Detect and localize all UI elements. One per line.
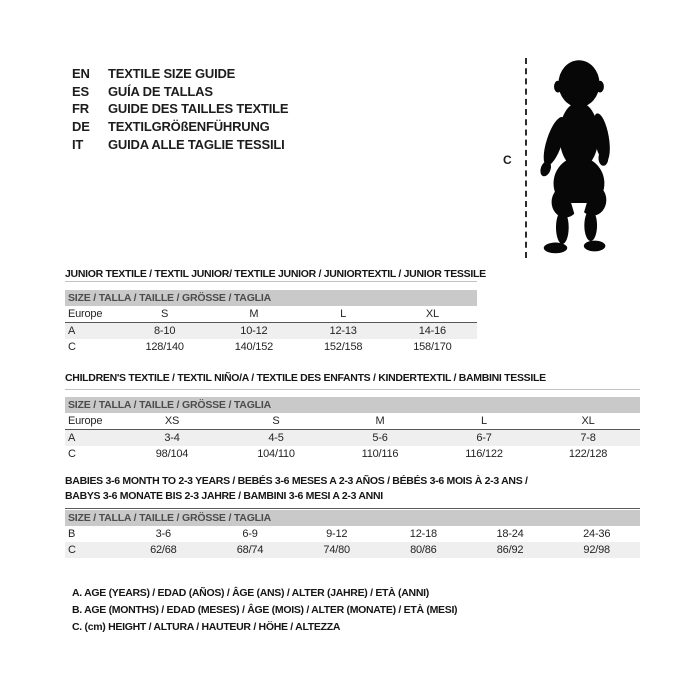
junior-size-table	[65, 281, 477, 355]
language-code: FR	[72, 101, 89, 117]
value-cell: 104/110	[257, 448, 295, 460]
language-code: DE	[72, 119, 90, 135]
table-row-sizes	[65, 413, 640, 430]
value-cell: 6-9	[242, 528, 258, 540]
value-cell: 6-7	[476, 432, 492, 444]
language-code: ES	[72, 83, 89, 99]
size-cell: M	[375, 415, 385, 427]
size-cell: L	[340, 308, 347, 320]
language-row-es	[72, 83, 288, 101]
language-list	[72, 65, 288, 153]
note-c: C. (cm) HEIGHT / ALTURA / HAUTEUR / HÖHE / ALTEZZA	[72, 621, 341, 633]
table-row-age	[65, 323, 477, 339]
language-label: TEXTILE SIZE GUIDE	[108, 66, 236, 81]
language-row-fr	[72, 100, 288, 118]
row-label: Europe	[68, 308, 103, 320]
note-a: A. AGE (YEARS) / EDAD (AÑOS) / ÂGE (ANS) / ALTER (JAHRE) / ETÀ (ANNI)	[72, 587, 429, 599]
value-cell: 3-6	[155, 528, 171, 540]
value-cell: 5-6	[372, 432, 388, 444]
value-cell: 3-4	[164, 432, 180, 444]
size-cell: XL	[581, 415, 595, 427]
value-cell: 62/68	[150, 544, 177, 556]
value-cell: 122/128	[568, 448, 608, 460]
junior-section-title: JUNIOR TEXTILE / TEXTIL JUNIOR/ TEXTILE JUNIOR / JUNIORTEXTIL / JUNIOR TESSILE	[65, 268, 486, 280]
children-section-title: CHILDREN'S TEXTILE / TEXTIL NIÑO/A / TEXTILE DES ENFANTS / KINDERTEXTIL / BAMBINI TESSILE	[65, 372, 546, 384]
value-cell: 24-36	[583, 528, 611, 540]
value-cell: 140/152	[234, 341, 274, 353]
language-code: IT	[72, 136, 84, 152]
value-cell: 8-10	[154, 325, 176, 337]
babies-section-title	[65, 474, 528, 504]
language-row-de	[72, 118, 288, 136]
row-label: B	[68, 528, 76, 540]
value-cell: 128/140	[145, 341, 184, 353]
table-row-height	[65, 339, 477, 355]
size-cell: L	[481, 415, 487, 427]
value-cell: 4-5	[268, 432, 284, 444]
size-header-bar: SIZE / TALLA / TAILLE / GRÖSSE / TAGLIA	[65, 510, 640, 526]
children-size-table	[65, 389, 640, 462]
table-row-sizes	[65, 306, 477, 323]
value-cell: 18-24	[496, 528, 524, 540]
value-cell: 14-16	[418, 325, 446, 337]
size-header-bar: SIZE / TALLA / TAILLE / GRÖSSE / TAGLIA	[65, 290, 477, 306]
size-cell: M	[249, 308, 259, 320]
value-cell: 9-12	[326, 528, 348, 540]
value-cell: 68/74	[236, 544, 264, 556]
row-label: A	[68, 432, 76, 444]
row-label: C	[68, 448, 76, 460]
value-cell: 12-13	[329, 325, 357, 337]
value-cell: 110/116	[361, 448, 399, 460]
language-label: GUIDE DES TAILLES TEXTILE	[108, 101, 289, 117]
value-cell: 86/92	[496, 544, 524, 556]
legend-notes	[72, 585, 457, 636]
language-label: TEXTILGRÖßENFÜHRUNG	[108, 119, 270, 135]
row-label: C	[68, 341, 76, 353]
row-label: C	[68, 544, 76, 556]
value-cell: 10-12	[240, 325, 268, 337]
value-cell: 116/122	[465, 448, 503, 460]
size-cell: XS	[164, 415, 180, 427]
value-cell: 98/104	[155, 448, 189, 460]
value-cell: 158/170	[413, 341, 452, 353]
babies-size-table	[65, 508, 640, 558]
note-b: B. AGE (MONTHS) / EDAD (MESES) / ÂGE (MOIS) / ALTER (MONATE) / ETÀ (MESI)	[72, 604, 458, 616]
row-label: Europe	[68, 415, 103, 427]
table-row-age-months	[65, 526, 640, 542]
value-cell: 74/80	[323, 544, 350, 556]
babies-title-line1: BABIES 3-6 MONTH TO 2-3 YEARS / BEBÉS 3-6 MESES A 2-3 AÑOS / BÉBÉS 3-6 MOIS À 2-3 ANS /	[65, 475, 528, 487]
language-row-it	[72, 136, 288, 154]
table-row-height	[65, 542, 640, 558]
row-label: A	[68, 325, 76, 337]
baby-silhouette-icon	[533, 56, 621, 258]
height-dashed-line	[525, 58, 527, 258]
table-row-height	[65, 446, 640, 462]
size-cell: S	[161, 308, 169, 320]
height-marker-label: C	[503, 153, 512, 167]
language-label: GUÍA DE TALLAS	[108, 83, 213, 99]
language-code: EN	[72, 66, 90, 81]
size-header-bar: SIZE / TALLA / TAILLE / GRÖSSE / TAGLIA	[65, 397, 640, 413]
size-cell: S	[272, 415, 280, 427]
babies-title-line2: BABYS 3-6 MONATE BIS 2-3 JAHRE / BAMBINI 3-6 MESI A 2-3 ANNI	[65, 490, 383, 502]
value-cell: 12-18	[409, 528, 437, 540]
value-cell: 80/86	[410, 544, 437, 556]
value-cell: 152/158	[323, 341, 363, 353]
table-row-age	[65, 430, 640, 446]
value-cell: 92/98	[583, 544, 610, 556]
language-label: GUIDA ALLE TAGLIE TESSILI	[108, 136, 285, 152]
value-cell: 7-8	[580, 432, 596, 444]
size-cell: XL	[425, 308, 439, 320]
language-row-en	[72, 65, 288, 83]
